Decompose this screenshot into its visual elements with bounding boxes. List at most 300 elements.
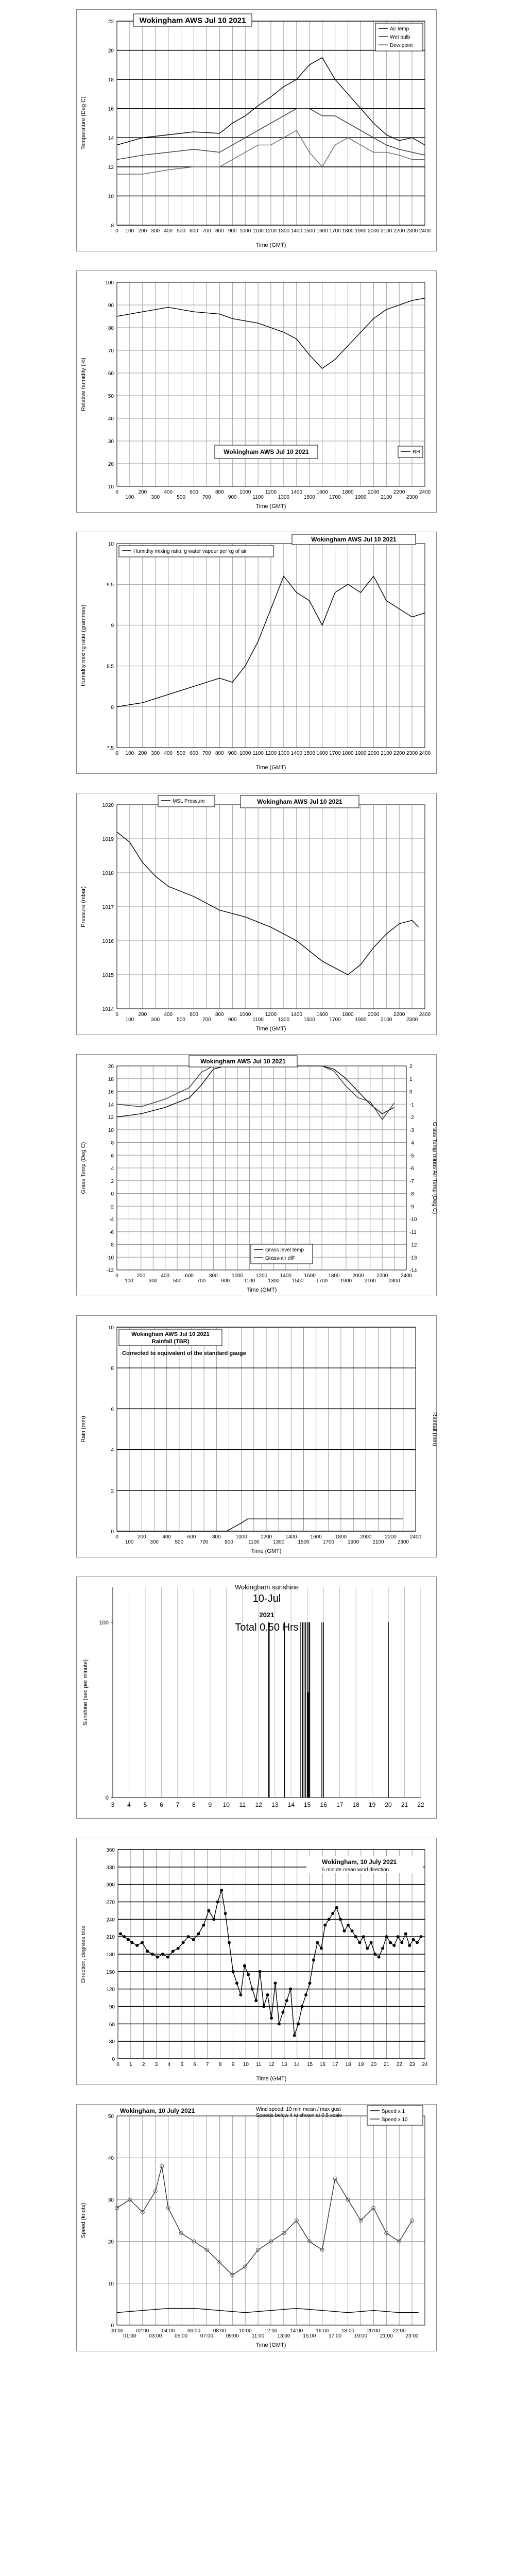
x-tick-label: 2400	[419, 489, 431, 495]
x-tick-label: 800	[215, 751, 224, 756]
x-tick-label: 09:00	[226, 2333, 239, 2339]
x-tick-label: 11	[239, 1801, 246, 1808]
x-tick-label: 2300	[397, 1539, 409, 1545]
direction-point	[192, 1938, 195, 1941]
y-tick-label: 10	[108, 1127, 114, 1133]
direction-point	[259, 1970, 262, 1973]
x-tick-label: 1200	[255, 1273, 268, 1279]
y2-tick-label: -5	[409, 1153, 414, 1159]
x-tick-label: 1400	[285, 1534, 297, 1540]
y-tick-label: 10	[108, 541, 114, 547]
x-tick-label: 1400	[290, 489, 302, 495]
y2-tick-label: 0	[409, 1089, 413, 1095]
direction-point	[404, 1933, 407, 1936]
x-tick-label: 1000	[239, 489, 251, 495]
x-tick-label: 300	[151, 1017, 160, 1023]
x-tick-label: 15	[306, 2062, 313, 2067]
x-tick-label: 2000	[368, 1012, 380, 1018]
x-tick-label: 200	[137, 1534, 146, 1540]
legend-entry: RH	[413, 449, 420, 455]
y-tick-label: 20	[108, 1064, 114, 1070]
x-tick-label: 1800	[342, 751, 354, 756]
direction-point	[197, 1933, 200, 1936]
x-tick-label: 1700	[322, 1539, 334, 1545]
x-tick-label: 300	[148, 1278, 158, 1284]
direction-point	[123, 1935, 126, 1938]
direction-point	[420, 1935, 423, 1938]
x-tick-label: 18	[345, 2062, 351, 2067]
x-tick-label: 4	[127, 1801, 131, 1808]
grid-lines	[117, 805, 425, 1009]
y-tick-label: 2	[111, 1488, 114, 1494]
y2-tick-label: -8	[409, 1191, 414, 1197]
direction-point	[392, 1944, 396, 1947]
x-tick-label: 1000	[235, 1534, 247, 1540]
x-tick-label: 7	[176, 1801, 180, 1808]
x-tick-label: 1700	[316, 1278, 328, 1284]
direction-point	[293, 2034, 296, 2037]
x-tick-label: 15	[304, 1801, 311, 1808]
direction-point	[278, 2022, 281, 2025]
x-tick-label: 8	[192, 1801, 196, 1808]
direction-point	[362, 1935, 365, 1938]
x-tick-label: 3	[154, 2062, 158, 2067]
y-axis-label: Rain (mm)	[80, 1416, 87, 1443]
x-tick-label: 1600	[316, 751, 328, 756]
y-tick-label: 80	[108, 326, 114, 331]
x-tick-label: 0	[115, 1273, 118, 1279]
x-tick-label: 2200	[393, 1012, 405, 1018]
y-tick-label: 90	[108, 303, 114, 309]
y-tick-label: -10	[106, 1255, 114, 1261]
direction-point	[416, 1941, 419, 1944]
x-tick-label: 1500	[292, 1278, 304, 1284]
x-tick-label: 0	[115, 751, 118, 756]
direction-point	[251, 1988, 254, 1991]
y2-tick-label: -10	[409, 1217, 417, 1223]
direction-point	[304, 1993, 307, 1996]
legend-entry: MSL Pressure	[173, 799, 205, 804]
direction-point	[320, 1947, 323, 1950]
x-tick-label: 1000	[239, 228, 251, 234]
rainfall-chart	[77, 1316, 436, 1557]
y-tick-label: 100	[99, 1620, 109, 1626]
y-tick-label: 18	[108, 77, 114, 83]
x-tick-label: 24	[422, 2062, 428, 2067]
x-tick-label: 17	[336, 1801, 344, 1808]
x-tick-label: 300	[150, 1539, 159, 1545]
x-tick-label: 1000	[239, 1012, 251, 1018]
direction-point	[316, 1941, 319, 1944]
x-tick-label: 20	[371, 2062, 377, 2067]
x-tick-label: 2000	[352, 1273, 364, 1279]
series-line	[121, 1890, 421, 2036]
x-tick-label: 12:00	[264, 2328, 278, 2334]
y-tick-label: 6	[111, 1153, 114, 1159]
y-tick-label: -2	[109, 1204, 114, 1210]
chart-panel-wind-direction	[76, 1838, 437, 2085]
x-tick-label: 4	[167, 2062, 171, 2067]
direction-point	[202, 1924, 205, 1927]
direction-point	[141, 1941, 144, 1944]
x-tick-label: 800	[215, 1012, 224, 1018]
y-tick-label: 210	[106, 1935, 115, 1941]
x-tick-label: 1500	[298, 1539, 310, 1545]
x-tick-label: 08:00	[213, 2328, 226, 2334]
direction-point	[232, 1970, 235, 1973]
y-tick-label: 60	[109, 2022, 115, 2028]
chart-title: Wokingham AWS Jul 10 2021	[131, 1331, 210, 1337]
series-line	[117, 1519, 403, 1531]
y-tick-label: 1016	[102, 939, 114, 944]
x-tick-label: 1300	[278, 751, 290, 756]
x-tick-label: 14	[294, 2062, 300, 2067]
y-tick-label: 300	[106, 1882, 115, 1888]
y-tick-label: 40	[108, 2156, 114, 2162]
x-tick-label: 1400	[290, 228, 302, 234]
y-tick-label: 10	[108, 1325, 114, 1331]
chart-subtitle: 10-Jul	[252, 1593, 281, 1604]
x-tick-label: 2200	[393, 489, 405, 495]
y-tick-label: 30	[109, 2039, 115, 2045]
legend-entry: Dew point	[390, 43, 413, 48]
direction-point	[156, 1956, 159, 1959]
x-tick-label: 3	[111, 1801, 115, 1808]
x-tick-label: 500	[177, 751, 185, 756]
x-tick-label: 19:00	[354, 2333, 367, 2339]
x-tick-label: 2100	[381, 228, 392, 234]
y2-tick-label: -7	[409, 1178, 414, 1184]
y2-tick-label: -12	[409, 1242, 417, 1248]
x-tick-label: 400	[161, 1273, 170, 1279]
x-tick-label: 600	[190, 489, 198, 495]
x-tick-label: 700	[202, 495, 211, 500]
x-tick-label: 1900	[355, 228, 367, 234]
chart-panel-grass-temp	[76, 1054, 437, 1296]
x-tick-label: 11	[255, 2062, 262, 2067]
y-tick-label: 20	[108, 48, 114, 54]
x-tick-label: 700	[202, 1017, 211, 1023]
y-tick-label: 0	[111, 1191, 114, 1197]
y-tick-label: 1015	[102, 973, 114, 978]
y-tick-label: 180	[106, 1952, 115, 1958]
y-tick-label: 30	[108, 2197, 114, 2204]
x-tick-label: 14	[287, 1801, 295, 1808]
x-tick-label: 1800	[328, 1273, 340, 1279]
x-tick-label: 2400	[400, 1273, 413, 1279]
y-tick-label: 8.5	[107, 664, 114, 670]
x-tick-label: 1100	[244, 1278, 255, 1284]
y-tick-label: 50	[108, 394, 114, 399]
x-tick-label: 900	[228, 495, 237, 500]
x-tick-label: 22	[396, 2062, 402, 2067]
x-tick-label: 1300	[278, 495, 290, 500]
x-tick-label: 05:00	[175, 2333, 188, 2339]
legend-entry: Grass level temp	[265, 1247, 304, 1253]
x-tick-label: 900	[228, 751, 237, 756]
direction-point	[312, 1958, 315, 1961]
x-tick-label: 2300	[406, 751, 418, 756]
y-tick-label: 7.5	[107, 745, 114, 751]
x-tick-label: 0	[115, 1534, 118, 1540]
x-tick-label: 2100	[381, 751, 392, 756]
x-tick-label: 1900	[355, 751, 367, 756]
x-tick-label: 400	[164, 751, 173, 756]
legend-entry: Humidity mixing ratio, g water vapour per kg of air	[133, 549, 247, 554]
y-tick-label: 4	[111, 1166, 114, 1172]
x-tick-label: 0	[116, 2062, 119, 2067]
x-tick-label: 200	[136, 1273, 146, 1279]
y-tick-label: 60	[108, 371, 114, 377]
x-tick-label: 100	[125, 495, 134, 500]
x-tick-label: 22:00	[392, 2328, 406, 2334]
x-tick-label: 1400	[290, 1012, 302, 1018]
x-tick-label: 2000	[360, 1534, 372, 1540]
direction-point	[389, 1941, 392, 1944]
chart-title: Wokingham AWS Jul 10 2021	[224, 448, 309, 456]
direction-point	[212, 1918, 215, 1921]
y-tick-label: 1018	[102, 871, 114, 876]
y2-tick-label: 2	[409, 1064, 413, 1070]
x-tick-label: 1300	[273, 1539, 285, 1545]
x-tick-label: 5	[180, 2062, 183, 2067]
x-tick-label: 23	[409, 2062, 415, 2067]
x-tick-label: 1300	[278, 1017, 290, 1023]
wind-speed-chart	[77, 2105, 436, 2351]
x-tick-label: 200	[138, 228, 147, 234]
chart-panel-rainfall	[76, 1315, 437, 1557]
x-axis-label: Time (GMT)	[255, 1026, 286, 1032]
x-tick-label: 1100	[248, 1539, 260, 1545]
x-axis-label: Time (GMT)	[256, 2076, 287, 2082]
chart-title: Wokingham AWS Jul 10 2021	[200, 1058, 286, 1065]
x-tick-label: 200	[138, 751, 147, 756]
y2-tick-label: -1	[409, 1102, 414, 1108]
x-tick-label: 19	[358, 2062, 364, 2067]
y2-tick-label: 1	[409, 1076, 413, 1082]
x-tick-label: 6	[193, 2062, 196, 2067]
y-tick-label: 70	[108, 348, 114, 354]
grass-temperature-chart	[77, 1055, 436, 1296]
legend-entry: Grass-air diff	[265, 1256, 295, 1261]
x-tick-label: 1900	[348, 1539, 359, 1545]
x-tick-label: 06:00	[187, 2328, 201, 2334]
y-axis-label: Sunshine (sec per minute)	[82, 1659, 89, 1726]
x-tick-label: 400	[162, 1534, 171, 1540]
direction-point	[335, 1906, 338, 1909]
direction-point	[331, 1912, 334, 1915]
y2-tick-label: -4	[409, 1140, 414, 1146]
x-tick-label: 900	[228, 1017, 237, 1023]
y-tick-label: 40	[108, 416, 114, 422]
y-tick-label: 50	[108, 2114, 114, 2120]
y2-tick-label: -3	[409, 1127, 414, 1133]
direction-point	[385, 1935, 388, 1938]
x-tick-label: 19	[368, 1801, 376, 1808]
direction-point	[161, 1953, 164, 1956]
x-tick-label: 1600	[316, 228, 328, 234]
grid-lines	[117, 544, 425, 748]
y-tick-label: 240	[106, 1917, 115, 1923]
pressure-chart	[77, 793, 436, 1035]
y-tick-label: 0	[111, 2323, 114, 2329]
x-tick-label: 17:00	[329, 2333, 342, 2339]
x-tick-label: 1400	[290, 751, 302, 756]
direction-point	[408, 1944, 411, 1947]
x-tick-label: 400	[164, 489, 173, 495]
y-tick-label: 0	[112, 2057, 115, 2062]
x-tick-label: 1800	[342, 228, 354, 234]
chart-subtitle: 5 minute mean wind direction	[322, 1867, 389, 1873]
chart-panel-mixing-ratio	[76, 532, 437, 774]
relative-humidity-chart	[77, 271, 436, 512]
direction-point	[347, 1924, 350, 1927]
y-tick-label: 2	[111, 1178, 114, 1184]
x-tick-label: 13:00	[277, 2333, 290, 2339]
series-line	[117, 832, 419, 975]
y-tick-label: 30	[108, 439, 114, 445]
x-tick-label: 2300	[406, 495, 418, 500]
x-tick-label: 1500	[303, 1017, 315, 1023]
sunshine-chart	[77, 1577, 436, 1818]
x-tick-label: 600	[187, 1534, 196, 1540]
y-tick-label: 8	[111, 223, 114, 229]
direction-point	[354, 1935, 357, 1938]
y-tick-label: 1014	[102, 1007, 114, 1012]
x-tick-label: 20	[385, 1801, 392, 1808]
y2-tick-label: -2	[409, 1115, 414, 1121]
x-tick-label: 1800	[342, 489, 354, 495]
x-tick-label: 2300	[406, 1017, 418, 1023]
x-tick-label: 1700	[329, 1017, 341, 1023]
x-tick-label: 1300	[278, 228, 290, 234]
grid-lines	[117, 2116, 425, 2325]
chart-panel-temperature	[76, 9, 437, 251]
x-tick-label: 2200	[376, 1273, 388, 1279]
x-tick-label: 04:00	[162, 2328, 175, 2334]
y-tick-label: 16	[108, 106, 114, 112]
x-tick-label: 1200	[265, 228, 277, 234]
x-tick-label: 1600	[304, 1273, 316, 1279]
x-tick-label: 2200	[393, 751, 405, 756]
x-tick-label: 1100	[252, 495, 264, 500]
temperature-chart	[77, 10, 436, 251]
x-tick-label: 500	[177, 495, 185, 500]
x-tick-label: 100	[125, 751, 134, 756]
x-tick-label: 2300	[388, 1278, 400, 1284]
x-tick-label: 800	[209, 1273, 218, 1279]
x-tick-label: 900	[221, 1278, 230, 1284]
direction-point	[239, 1993, 242, 1996]
x-tick-label: 600	[190, 228, 198, 234]
x-tick-label: 1800	[342, 1012, 354, 1018]
y-tick-label: 12	[108, 164, 114, 171]
direction-point	[177, 1947, 180, 1950]
y-tick-label: 90	[109, 2004, 115, 2010]
direction-point	[207, 1909, 210, 1912]
x-tick-label: 600	[190, 1012, 198, 1018]
chart-title: Wokingham sunshine	[234, 1583, 299, 1591]
direction-point	[119, 1933, 122, 1936]
x-tick-label: 200	[138, 489, 147, 495]
x-tick-label: 1600	[310, 1534, 322, 1540]
y-tick-label: -12	[106, 1268, 114, 1274]
x-tick-label: 2000	[368, 489, 380, 495]
direction-point	[224, 1912, 227, 1915]
x-tick-label: 2100	[364, 1278, 376, 1284]
x-tick-label: 02:00	[136, 2328, 149, 2334]
direction-point	[323, 1924, 327, 1927]
x-tick-label: 2200	[393, 228, 405, 234]
x-tick-label: 1200	[265, 751, 277, 756]
x-tick-label: 16	[320, 1801, 327, 1808]
direction-point	[412, 1938, 415, 1941]
x-tick-label: 800	[212, 1534, 221, 1540]
direction-point	[350, 1929, 353, 1933]
y-tick-label: 9	[111, 623, 114, 629]
y-tick-label: -4	[109, 1217, 114, 1223]
x-tick-label: 1000	[232, 1273, 244, 1279]
direction-point	[166, 1956, 169, 1959]
direction-point	[247, 1973, 250, 1976]
x-tick-label: 01:00	[123, 2333, 136, 2339]
x-tick-label: 20:00	[367, 2328, 380, 2334]
x-tick-label: 10	[222, 1801, 230, 1808]
x-tick-label: 1700	[329, 495, 341, 500]
direction-point	[308, 1981, 312, 1985]
x-tick-label: 300	[151, 228, 160, 234]
direction-point	[187, 1935, 190, 1938]
direction-point	[235, 1981, 238, 1985]
y-tick-label: 14	[108, 1102, 114, 1108]
x-tick-label: 21:00	[380, 2333, 393, 2339]
x-tick-label: 13	[271, 1801, 279, 1808]
chart-title: Wokingham, 10 July 2021	[120, 2107, 195, 2114]
x-tick-label: 0	[115, 489, 118, 495]
x-tick-label: 2400	[419, 228, 431, 234]
x-tick-label: 500	[175, 1539, 184, 1545]
x-tick-label: 1200	[265, 489, 277, 495]
legend-entry: Air temp	[390, 26, 409, 32]
direction-point	[182, 1941, 185, 1944]
x-tick-label: 600	[185, 1273, 194, 1279]
x-axis-label: Time (GMT)	[255, 765, 286, 771]
direction-point	[273, 1981, 277, 1985]
mixing-ratio-chart	[77, 532, 436, 773]
direction-point	[220, 1889, 223, 1892]
chart-title: Wokingham, 10 July 2021	[322, 1858, 397, 1866]
legend-entry: Speed x 1	[382, 2109, 405, 2114]
x-tick-label: 100	[125, 1017, 134, 1023]
x-tick-label: 200	[138, 1012, 147, 1018]
chart-panel-pressure	[76, 793, 437, 1035]
chart-title: Wokingham AWS Jul 10 2021	[311, 536, 397, 544]
chart-panel-sunshine	[76, 1577, 437, 1819]
y2-tick-label: -11	[409, 1229, 417, 1235]
direction-point	[301, 2005, 304, 2008]
x-tick-label: 100	[125, 228, 134, 234]
direction-point	[254, 1999, 258, 2002]
x-tick-label: 18	[352, 1801, 359, 1808]
chart-panel-humidity	[76, 270, 437, 513]
y-tick-label: 1017	[102, 905, 114, 910]
direction-point	[297, 2022, 300, 2025]
y-tick-label: 8	[111, 1366, 114, 1372]
chart-title: Wokingham AWS Jul 10 2021	[139, 16, 246, 25]
y-tick-label: 9.5	[107, 582, 114, 588]
y-tick-label: 12	[108, 1115, 114, 1121]
y-tick-label: 14	[108, 135, 114, 142]
